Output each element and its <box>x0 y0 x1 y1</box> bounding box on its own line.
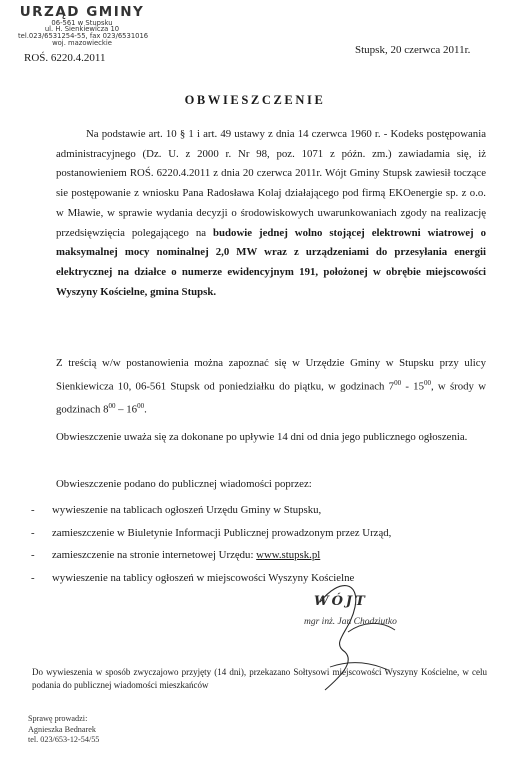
prepared-by <box>28 714 99 746</box>
stamp-postcode: 06-561 w Stupsku <box>51 18 113 27</box>
reference-number: ROŚ. 6220.4.2011 <box>24 52 106 64</box>
list-dash: - <box>31 504 35 516</box>
hours-text-c: , w środy w godzinach 8 <box>56 380 486 416</box>
publication-intro-text: Obwieszczenie podano do publicznej wiadomości poprzez: <box>56 478 312 490</box>
paragraph-main-bold: budowie jednej wolno stojącej elektrowni wiatrowej o maksymalnej mocy nominalnej 2,0 MW wraz z urządzeniami do przesyłania energii elektrycznej na działce o numerze ewidencyjnym 191, położonej w obrębie miejscowości Wyszyny Kościelne, gmina Stupsk. <box>56 226 486 298</box>
stamp-region: woj. mazowieckie <box>52 38 112 47</box>
hours-sup-1: 00 <box>394 378 402 387</box>
office-stamp <box>18 4 149 47</box>
paragraph-main-text: Na podstawie art. 10 § 1 i art. 49 ustawy z dnia 14 czerwca 1960 r. - Kodeks postępowania administracyjnego (Dz. U. z 2000 r. Nr 98, poz. 1071 z późn. zm.) zawiadamia się, iż postanowieniem ROŚ. 6220.4.2011 z dnia 20 czerwca 2011r. Wójt Gminy Stupsk zawiesił toczące sie postępowanie z wniosku Pana Radosława Kolaj działającego pod firmą EKOenergie sp. z o.o. w Mławie, w sprawie wydania decyzji o środowiskowych uwarunkowaniach zgody na realizację przedsięwzięcia polegającego na <box>56 128 486 239</box>
document-heading: OBWIESZCZENIE <box>184 93 326 107</box>
hours-sup-2: 00 <box>423 378 431 387</box>
list-dash: - <box>31 571 35 584</box>
paragraph-office-hours <box>56 354 486 420</box>
distribution-note: Do wywieszenia w sposób zwyczajowo przyjęty (14 dni), przekazano Sołtysowi miejscowości Wyszyny Kościelne, w celu podania do publicznej wiadomości mieszkańców <box>32 667 487 690</box>
hours-text-e: . <box>144 403 147 416</box>
list-item-text: wywieszenie na tablicach ogłoszeń Urzędu Gminy w Stupsku, <box>52 504 322 516</box>
list-item <box>31 549 491 572</box>
prepared-by-phone: tel. 023/653-12-54/55 <box>28 735 100 744</box>
list-item <box>31 572 491 595</box>
list-dash: - <box>31 549 35 561</box>
list-dash: - <box>31 526 35 539</box>
hours-text-b: - 15 <box>401 380 424 393</box>
hours-text-d: – 16 <box>115 403 138 416</box>
signatory-title: WÓJT <box>314 594 368 609</box>
list-item <box>31 504 491 527</box>
validity-text: Obwieszczenie uważa się za dokonane po upływie 14 dni od dnia jego publicznego ogłoszenia. <box>56 431 468 443</box>
signatory-name: mgr inż. Jan Chodziutko <box>304 617 397 627</box>
paragraph-validity <box>56 430 486 445</box>
hours-sup-3: 00 <box>108 402 116 410</box>
stamp-street: ul. H. Sienkiewicza 10 <box>44 25 120 34</box>
stamp-title: URZĄD GMINY <box>19 4 145 20</box>
list-item-text: wywieszenie na tablicy ogłoszeń w miejscowości Wyszyny Kościelne <box>52 571 355 584</box>
paragraph-main <box>56 125 486 302</box>
list-item <box>31 527 491 550</box>
prepared-by-name: Agnieszka Bednarek <box>28 724 96 734</box>
list-item-text: zamieszczenie na stronie internetowej Urzędu: <box>52 549 257 561</box>
publication-list <box>31 495 491 594</box>
paragraph-publication-intro <box>56 475 486 495</box>
document-date: Stupsk, 20 czerwca 2011r. <box>355 44 471 56</box>
stamp-phone: tel.023/6531254-55, fax 023/6531016 <box>18 32 149 41</box>
hours-sup-4: 00 <box>137 402 145 410</box>
hours-text-a: Z treścią w/w postanowienia można zapoznać się w Urzędzie Gminy w Stupsku przy ulicy Sienkiewicza 10, 06-561 Stupsk od poniedziałku do piątku, w godzinach 7 <box>56 357 486 393</box>
prepared-by-label: Sprawę prowadzi: <box>28 714 88 723</box>
list-item-text: zamieszczenie w Biuletynie Informacji Publicznej prowadzonym przez Urząd, <box>52 526 392 539</box>
website-link[interactable]: www.stupsk.pl <box>256 549 321 561</box>
